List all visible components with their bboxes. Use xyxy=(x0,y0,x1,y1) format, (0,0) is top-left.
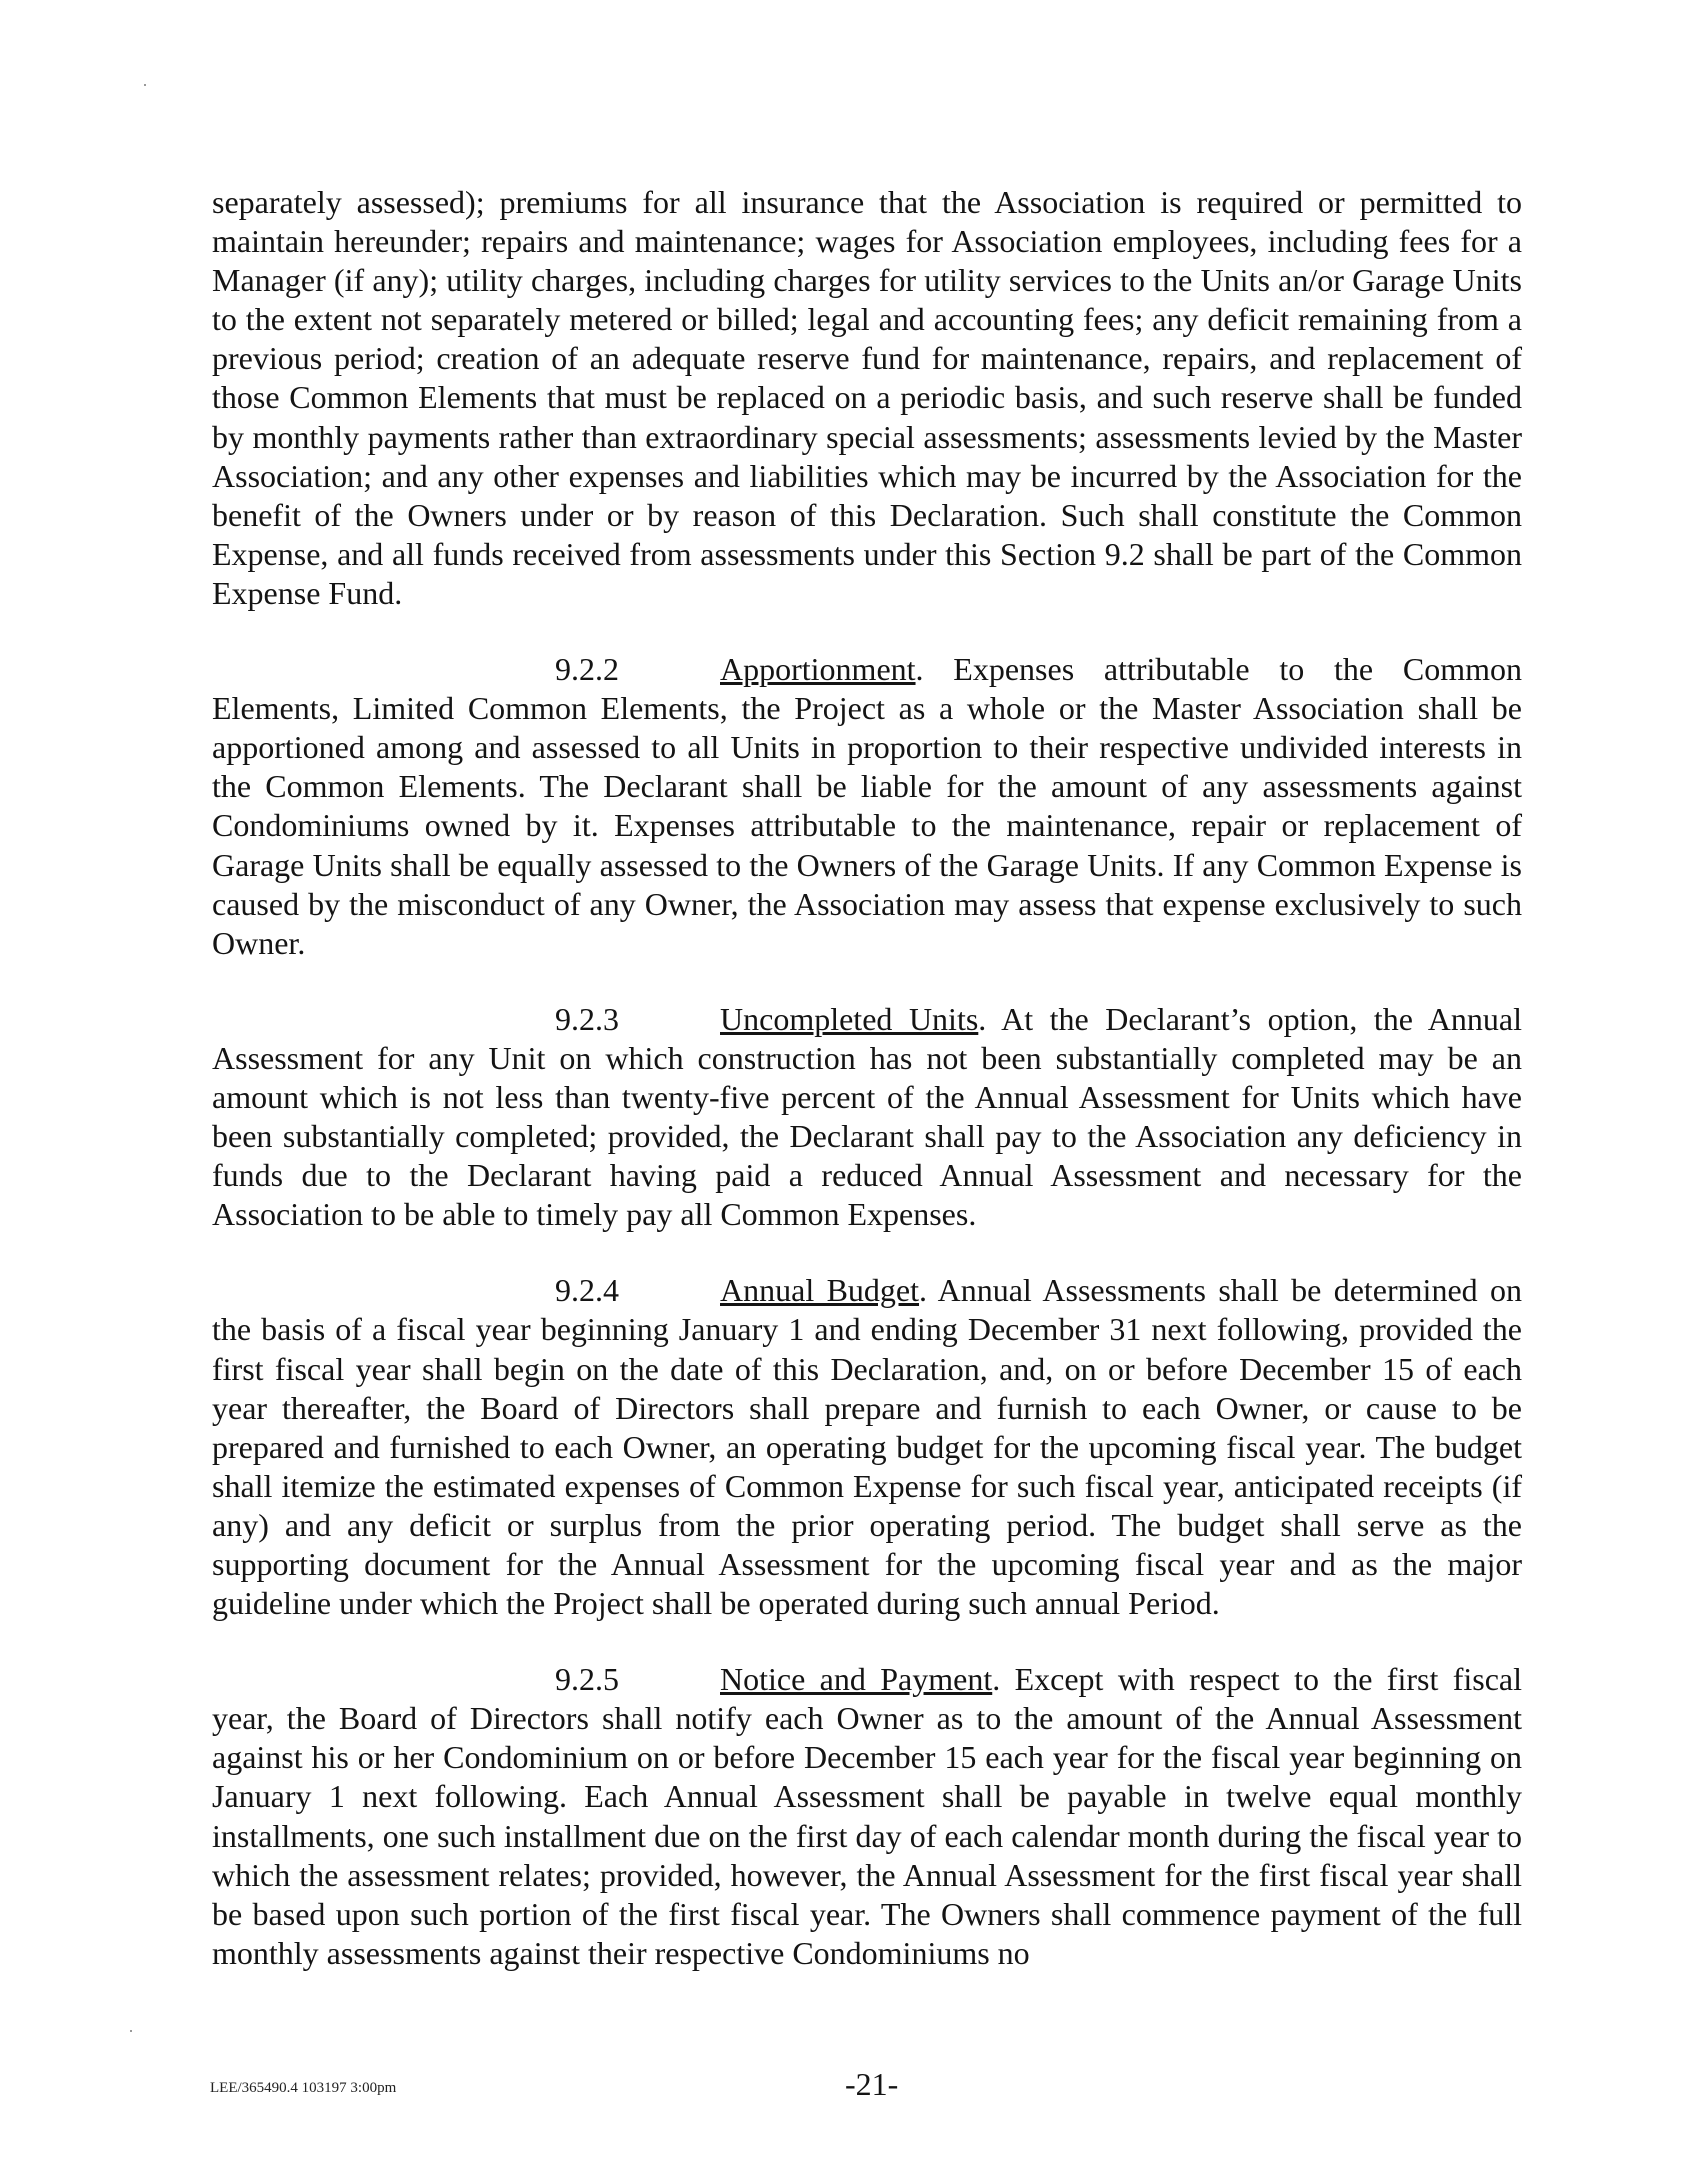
page-number: -21- xyxy=(845,2066,899,2102)
scan-speck xyxy=(144,84,146,86)
section-9-2-2 xyxy=(212,650,1522,963)
section-text: Except with respect to the first fiscal year, the Board of Directors shall notify each Owner as to the amount of the Annual Assessment against his or her Condominium on or before December 15 each year for the fiscal year beginning on January 1 next following. Each Annual Assessment shall be payable in twelve equal monthly installments, one such installment due on the first day of each calendar month during the fiscal year to which the assessment relates; provided, however, the Annual Assessment for the first fiscal year shall be based upon such portion of the first fiscal year. The Owners shall commence payment of the full monthly assessments against their respective Condominiums no xyxy=(212,1661,1523,1971)
section-heading-period: . xyxy=(919,1272,928,1309)
section-heading: Apportionment xyxy=(720,651,916,688)
section-number: 9.2.2 xyxy=(555,651,619,688)
section-heading-period: . xyxy=(978,1000,987,1037)
section-heading: Annual Budget xyxy=(720,1272,920,1309)
section-number: 9.2.3 xyxy=(555,1000,619,1037)
footer-document-id: LEE/365490.4 103197 3:00pm xyxy=(210,2080,397,2096)
section-text: Expenses attributable to the Common Elements, Limited Common Elements, the Project as a whole or the Master Association shall be apportioned among and assessed to all Units in proportion to their respective undivided interests in the Common Elements. The Declarant shall be liable for the amount of any assessments against Condominiums owned by it. Expenses attributable to the maintenance, repair or replacement of Garage Units shall be equally assessed to the Owners of the Garage Units. If any Common Expense is caused by the misconduct of any Owner, the Association may assess that expense exclusively to such Owner. xyxy=(212,651,1522,961)
section-text: Annual Assessments shall be determined on the basis of a fiscal year beginning January 1 and ending December 31 next following, provided the first fiscal year shall begin on the date of this Declaration, and, on or before December 15 of each year thereafter, the Board of Directors shall prepare and furnish to each Owner, or cause to be prepared and furnished to each Owner, an operating budget for the upcoming fiscal year. The budget shall itemize the estimated expenses of Common Expense for such fiscal year, anticipated receipts (if any) and any deficit or surplus from the prior operating period. The budget shall serve as the supporting document for the Annual Assessment for the upcoming fiscal year and as the major guideline under which the Project shall be operated during such annual Period. xyxy=(212,1272,1523,1622)
section-number: 9.2.5 xyxy=(555,1661,619,1698)
section-heading: Uncompleted Units xyxy=(720,1000,979,1037)
section-heading: Notice and Payment xyxy=(720,1661,993,1698)
section-9-2-3 xyxy=(212,1000,1522,1235)
section-9-2-5 xyxy=(212,1660,1522,1973)
section-text: At the Declarant’s option, the Annual Assessment for any Unit on which construction has not been substantially completed may be an amount which is not less than twenty-five percent of the Annual Assessment for Units which have been substantially completed; provided, the Declarant shall pay to the Association any deficiency in funds due to the Declarant having paid a reduced Annual Assessment and necessary for the Association to be able to timely pay all Common Expenses. xyxy=(212,1000,1523,1233)
section-heading-period: . xyxy=(915,651,924,688)
section-heading-period: . xyxy=(992,1661,1001,1698)
paragraph-text: separately assessed); premiums for all insurance that the Association is required or permitted to maintain hereunder; repairs and maintenance; wages for Association employees, including fees for a Manager (if any); utility charges, including charges for utility services to the Units an/or Garage Units to the extent not separately metered or billed; legal and accounting fees; any deficit remaining from a previous period; creation of an adequate reserve fund for maintenance, repairs, and replacement of those Common Elements that must be replaced on a periodic basis, and such reserve shall be funded by monthly payments rather than extraordinary special assessments; assessments levied by the Master Association; and any other expenses and liabilities which may be incurred by the Association for the benefit of the Owners under or by reason of this Declaration. Such shall constitute the Common Expense, and all funds received from assessments under this Section 9.2 shall be part of the Common Expense Fund. xyxy=(212,184,1522,611)
document-page-body xyxy=(212,183,1522,1973)
paragraph-expenses-continued xyxy=(212,183,1522,613)
scan-speck xyxy=(130,2030,132,2032)
section-number: 9.2.4 xyxy=(555,1272,619,1309)
section-9-2-4 xyxy=(212,1271,1522,1623)
